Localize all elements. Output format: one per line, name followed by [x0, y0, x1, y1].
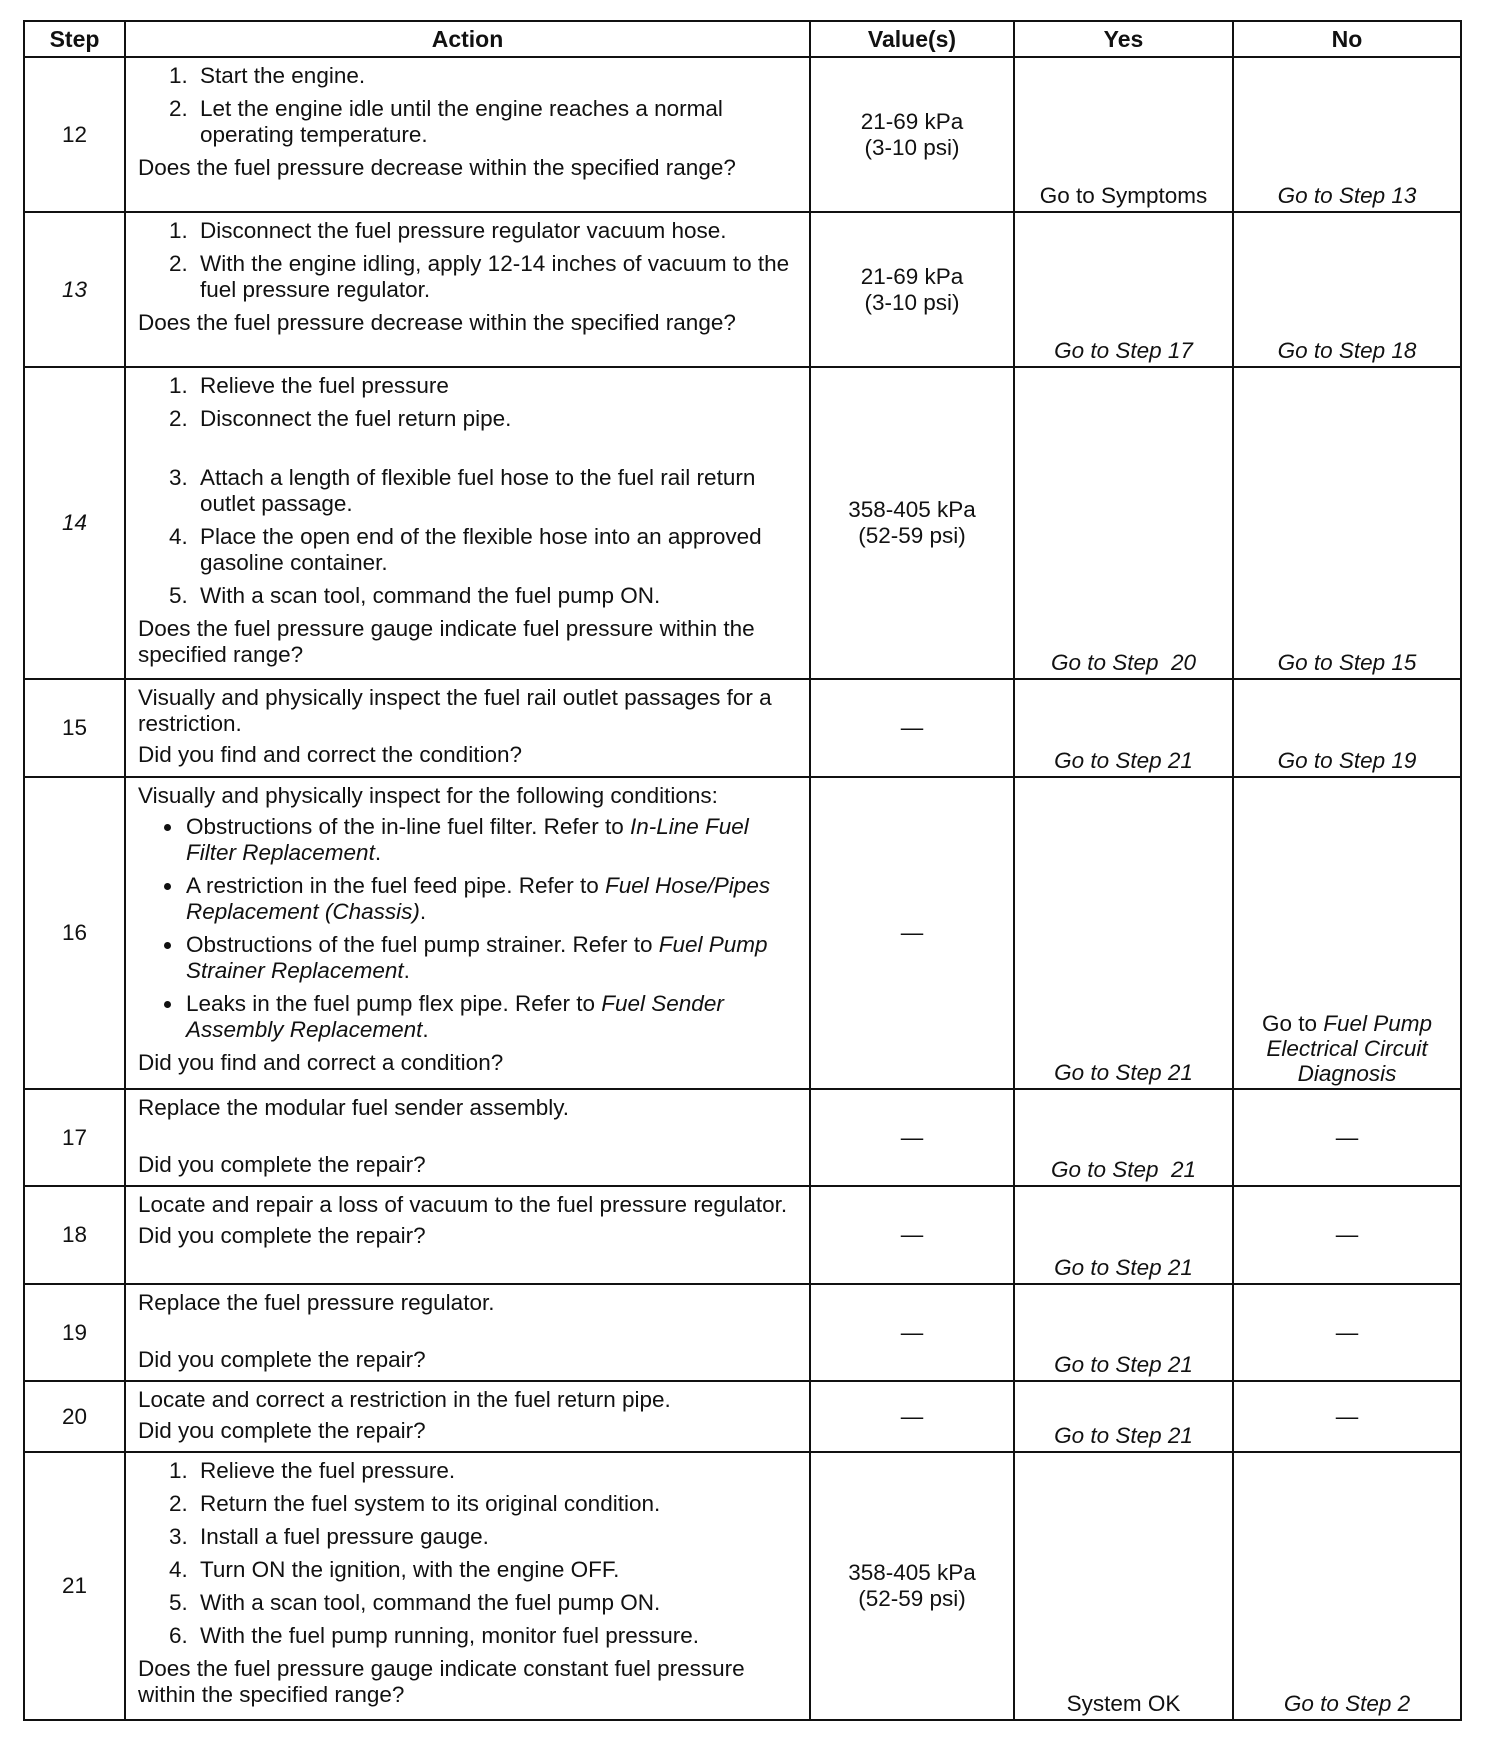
value-imperial: (3-10 psi) — [864, 134, 960, 160]
action-text: Replace the fuel pressure regulator. — [138, 1290, 495, 1315]
question-text: Does the fuel pressure decrease within the specified range? — [138, 310, 736, 335]
action-item: 2. With the engine idling, apply 12-14 inches of vacuum to the fuel pressure regulator. — [194, 251, 799, 303]
action-item: 2. Disconnect the fuel return pipe. — [194, 406, 799, 432]
question-text: Does the fuel pressure gauge indicate constant fuel pressure within the specified range? — [138, 1656, 745, 1707]
header-yes: Yes — [1014, 21, 1233, 57]
value-cell: — — [810, 679, 1014, 777]
no-cell: — — [1233, 1089, 1461, 1186]
action-cell — [125, 212, 810, 367]
header-no: No — [1233, 21, 1461, 57]
table-row — [24, 1089, 1461, 1186]
action-cell — [125, 57, 810, 212]
reference-link: In-Line Fuel Filter Replacement — [186, 814, 749, 865]
yes-cell: Go to Step 17 — [1014, 212, 1233, 367]
action-intro: Visually and physically inspect for the following conditions: — [138, 783, 718, 808]
action-text: Replace the modular fuel sender assembly. — [138, 1095, 570, 1120]
action-item: 1. Start the engine. — [194, 63, 799, 89]
step-number: 15 — [24, 679, 125, 777]
value-imperial: (3-10 psi) — [864, 289, 960, 315]
action-cell — [125, 1089, 810, 1186]
action-text: Locate and repair a loss of vacuum to the fuel pressure regulator. — [138, 1192, 788, 1217]
action-cell — [125, 1452, 810, 1720]
action-cell — [125, 777, 810, 1089]
action-item: 4. Turn ON the ignition, with the engine OFF. — [194, 1557, 799, 1583]
table-row — [24, 212, 1461, 367]
condition-item: • A restriction in the fuel feed pipe. Refer to Fuel Hose/Pipes Replacement (Chassis). — [184, 873, 799, 925]
action-cell — [125, 679, 810, 777]
action-cell — [125, 1186, 810, 1284]
value-metric: 21-69 kPa — [860, 108, 964, 134]
action-list — [138, 1458, 799, 1649]
value-cell: — — [810, 777, 1014, 1089]
action-item: 3. Install a fuel pressure gauge. — [194, 1524, 799, 1550]
value-imperial: (52-59 psi) — [858, 523, 966, 548]
action-item: 2. Return the fuel system to its original condition. — [194, 1491, 799, 1517]
table-row — [24, 1381, 1461, 1452]
step-number: 14 — [24, 367, 125, 679]
action-cell — [125, 367, 810, 679]
yes-cell: Go to Symptoms — [1014, 57, 1233, 212]
step-number: 19 — [24, 1284, 125, 1381]
reference-link: Fuel Pump Strainer Replacement — [186, 932, 768, 983]
no-cell: — — [1233, 1381, 1461, 1452]
no-cell: Go to Step 13 — [1233, 57, 1461, 212]
action-item: 5. With a scan tool, command the fuel pump ON. — [194, 583, 799, 609]
yes-cell: System OK — [1014, 1452, 1233, 1720]
step-number: 17 — [24, 1089, 125, 1186]
question-text: Did you complete the repair? — [138, 1347, 426, 1372]
action-text: Locate and correct a restriction in the fuel return pipe. — [138, 1387, 671, 1412]
action-item: 6. With the fuel pump running, monitor fuel pressure. — [194, 1623, 799, 1649]
value-cell — [810, 367, 1014, 679]
value-metric: 358-405 kPa — [848, 1560, 976, 1585]
action-item: 1. Disconnect the fuel pressure regulator vacuum hose. — [194, 218, 799, 244]
table-row — [24, 1284, 1461, 1381]
no-cell: Go to Step 19 — [1233, 679, 1461, 777]
no-cell: Go to Step 15 — [1233, 367, 1461, 679]
table-row — [24, 1452, 1461, 1720]
value-metric: 358-405 kPa — [848, 497, 976, 522]
yes-cell: Go to Step 21 — [1014, 679, 1233, 777]
header-values: Value(s) — [810, 21, 1014, 57]
yes-cell: Go to Step 21 — [1014, 777, 1233, 1089]
action-list — [138, 218, 799, 303]
value-cell: — — [810, 1381, 1014, 1452]
no-cell: — — [1233, 1186, 1461, 1284]
value-cell — [810, 1452, 1014, 1720]
no-cell: Go to Step 18 — [1233, 212, 1461, 367]
value-cell: — — [810, 1284, 1014, 1381]
action-item: 4. Place the open end of the flexible hose into an approved gasoline container. — [194, 524, 799, 576]
value-cell: — — [810, 1186, 1014, 1284]
header-row — [24, 21, 1461, 57]
table-row — [24, 57, 1461, 212]
reference-link: Fuel Pump Electrical Circuit Diagnosis — [1266, 1011, 1433, 1086]
step-number: 16 — [24, 777, 125, 1089]
table-row — [24, 367, 1461, 679]
question-text: Did you find and correct a condition? — [138, 1050, 504, 1075]
condition-list — [138, 814, 799, 1043]
value-cell — [810, 57, 1014, 212]
yes-cell: Go to Step 21 — [1014, 1186, 1233, 1284]
question-text: Did you complete the repair? — [138, 1152, 426, 1177]
yes-cell: Go to Step 21 — [1014, 1089, 1233, 1186]
step-number: 20 — [24, 1381, 125, 1452]
action-item: 1. Relieve the fuel pressure. — [194, 1458, 799, 1484]
header-action: Action — [125, 21, 810, 57]
action-item: 1. Relieve the fuel pressure — [194, 373, 799, 399]
action-text: Visually and physically inspect the fuel rail outlet passages for a restriction. — [138, 685, 772, 736]
step-number: 12 — [24, 57, 125, 212]
action-cell — [125, 1381, 810, 1452]
table-row — [24, 1186, 1461, 1284]
value-imperial: (52-59 psi) — [858, 1586, 966, 1611]
action-item: 2. Let the engine idle until the engine reaches a normal operating temperature. — [194, 96, 799, 148]
condition-item: • Obstructions of the fuel pump strainer. Refer to Fuel Pump Strainer Replacement. — [184, 932, 799, 984]
action-item: 3. Attach a length of flexible fuel hose to the fuel rail return outlet passage. — [194, 465, 799, 517]
action-list — [138, 63, 799, 148]
step-number: 13 — [24, 212, 125, 367]
table-row — [24, 777, 1461, 1089]
action-cell — [125, 1284, 810, 1381]
header-step: Step — [24, 21, 125, 57]
value-metric: 21-69 kPa — [860, 263, 964, 289]
question-text: Does the fuel pressure gauge indicate fuel pressure within the specified range? — [138, 616, 755, 667]
question-text: Does the fuel pressure decrease within the specified range? — [138, 155, 736, 180]
condition-item: • Leaks in the fuel pump flex pipe. Refer to Fuel Sender Assembly Replacement. — [184, 991, 799, 1043]
diagnostic-table — [23, 20, 1462, 1721]
step-number: 18 — [24, 1186, 125, 1284]
step-number: 21 — [24, 1452, 125, 1720]
no-cell: Go to Fuel Pump Electrical Circuit Diagnosis — [1233, 777, 1461, 1089]
yes-cell: Go to Step 21 — [1014, 1381, 1233, 1452]
yes-cell: Go to Step 20 — [1014, 367, 1233, 679]
no-cell: — — [1233, 1284, 1461, 1381]
action-list — [138, 373, 799, 609]
value-cell — [810, 212, 1014, 367]
no-cell: Go to Step 2 — [1233, 1452, 1461, 1720]
value-cell: — — [810, 1089, 1014, 1186]
question-text: Did you complete the repair? — [138, 1418, 426, 1443]
condition-item: • Obstructions of the in-line fuel filter. Refer to In-Line Fuel Filter Replacement. — [184, 814, 799, 866]
question-text: Did you find and correct the condition? — [138, 742, 522, 767]
question-text: Did you complete the repair? — [138, 1223, 426, 1248]
reference-link: Fuel Sender Assembly Replacement — [186, 991, 724, 1042]
table-row — [24, 679, 1461, 777]
reference-link: Fuel Hose/Pipes Replacement (Chassis) — [186, 873, 771, 924]
action-item: 5. With a scan tool, command the fuel pump ON. — [194, 1590, 799, 1616]
yes-cell: Go to Step 21 — [1014, 1284, 1233, 1381]
